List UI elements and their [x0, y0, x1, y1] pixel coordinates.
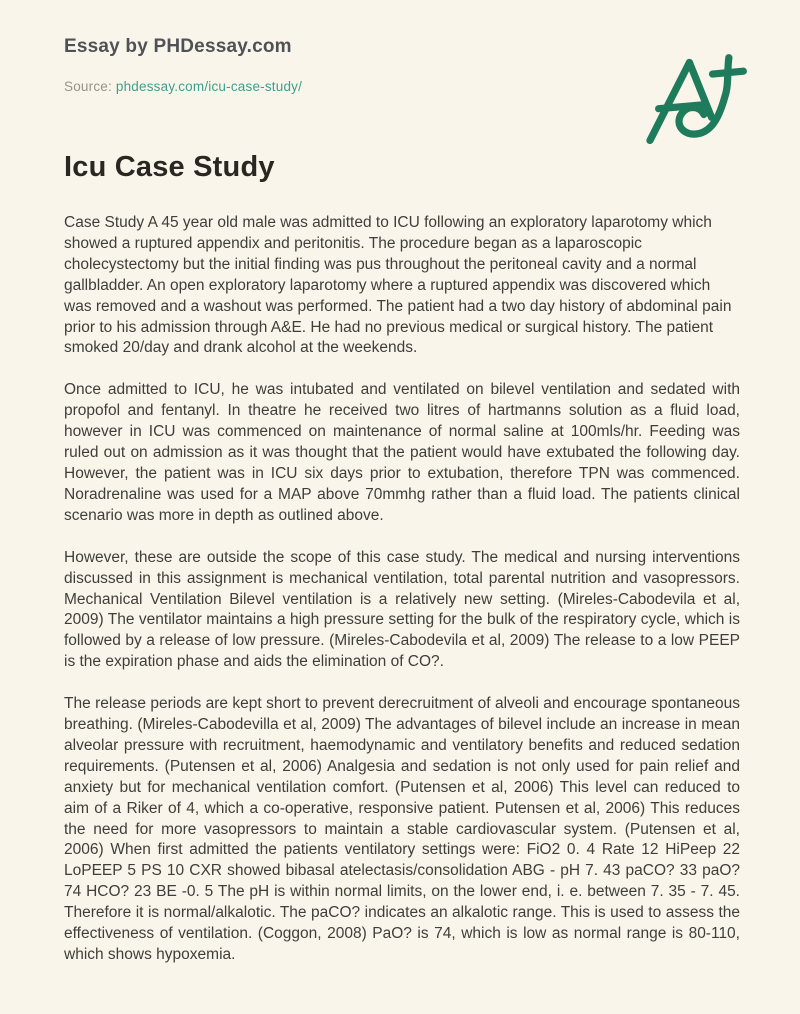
essay-body — [64, 213, 740, 966]
source-line — [64, 79, 740, 94]
page-title: Icu Case Study — [64, 151, 275, 183]
essay-paragraph: However, these are outside the scope of this case study. The medical and nursing interventions discussed in this assignment is mechanical ventilation, total parental nutrition and vasopressors. Mechanical Ventilation Bilevel ventilation is a relatively new setting. (Mireles-Cabodevila et al, 2009) The ventilator maintains a high pressure setting for the bulk of the respiratory cycle, which is followed by a release of low pressure. (Mireles-Cabodevila et al, 2009) The release to a low PEEP is the expiration phase and aids the elimination of CO?. — [64, 548, 740, 671]
essay-paragraph: The release periods are kept short to prevent derecruitment of alveoli and encourage spontaneous breathing. (Mireles-Cabodevilla et al, 2009) The advantages of bilevel include an increase in mean alveolar pressure with recruitment, haemodynamic and ventilatory benefits and reduced sedation requirements. (Putensen et al, 2006) Analgesia and sedation is not only used for pain relief and anxiety but for mechanical ventilation comfort. (Putensen et al, 2006) This level can reduced to aim of a Riker of 4, which a co-operative, responsive patient. Putensen et al, 2006) This reduces the need for more vasopressors to maintain a stable cardiovascular system. (Putensen et al, 2006) When first admitted the patients ventilatory settings were: FiO2 0. 4 Rate 12 HiPeep 22 LoPEEP 5 PS 10 CXR showed bibasal atelectasis/consolidation ABG - pH 7. 43 paCO? 33 paO? 74 HCO? 23 BE -0. 5 The pH is within normal limits, on the lower end, i. e. between 7. 35 - 7. 45. Therefore it is normal/alkalotic. The paCO? indicates an alkalotic range. This is used to assess the effectiveness of ventilation. (Coggon, 2008) PaO? is 74, which is low as normal range is 80-110, which shows hypoxemia. — [64, 695, 740, 963]
a-plus-logo-icon — [642, 50, 758, 152]
source-link[interactable]: phdessay.com/icu-case-study/ — [115, 79, 303, 94]
essay-paragraph: Once admitted to ICU, he was intubated and ventilated on bilevel ventilation and sedated with propofol and fentanyl. In theatre he received two litres of hartmanns solution as a fluid load, however in ICU was commenced on maintenance of normal saline at 100mls/hr. Feeding was ruled out on admission as it was thought that the patient would have extubated the following day. However, the patient was in ICU six days prior to extubation, therefore TPN was commenced. Noradrenaline was used for a MAP above 70mmhg rather than a fluid load. The patients clinical scenario was more in depth as outlined above. — [64, 381, 740, 524]
byline: Essay by PHDessay.com — [64, 36, 292, 57]
essay-paragraph: Case Study A 45 year old male was admitted to ICU following an exploratory laparotomy which showed a ruptured appendix and peritonitis. The procedure began as a laparoscopic cholecystectomy but the initial finding was pus throughout the peritoneal cavity and a normal gallbladder. An open exploratory laparotomy where a ruptured appendix was discovered which was removed and a washout was performed. The patient had a two day history of abdominal pain prior to his admission through A&E. He had no previous medical or surgical history. The patient smoked 20/day and drank alcohol at the weekends. — [64, 214, 732, 357]
page-header — [64, 36, 740, 94]
source-label: Source: — [64, 79, 112, 94]
